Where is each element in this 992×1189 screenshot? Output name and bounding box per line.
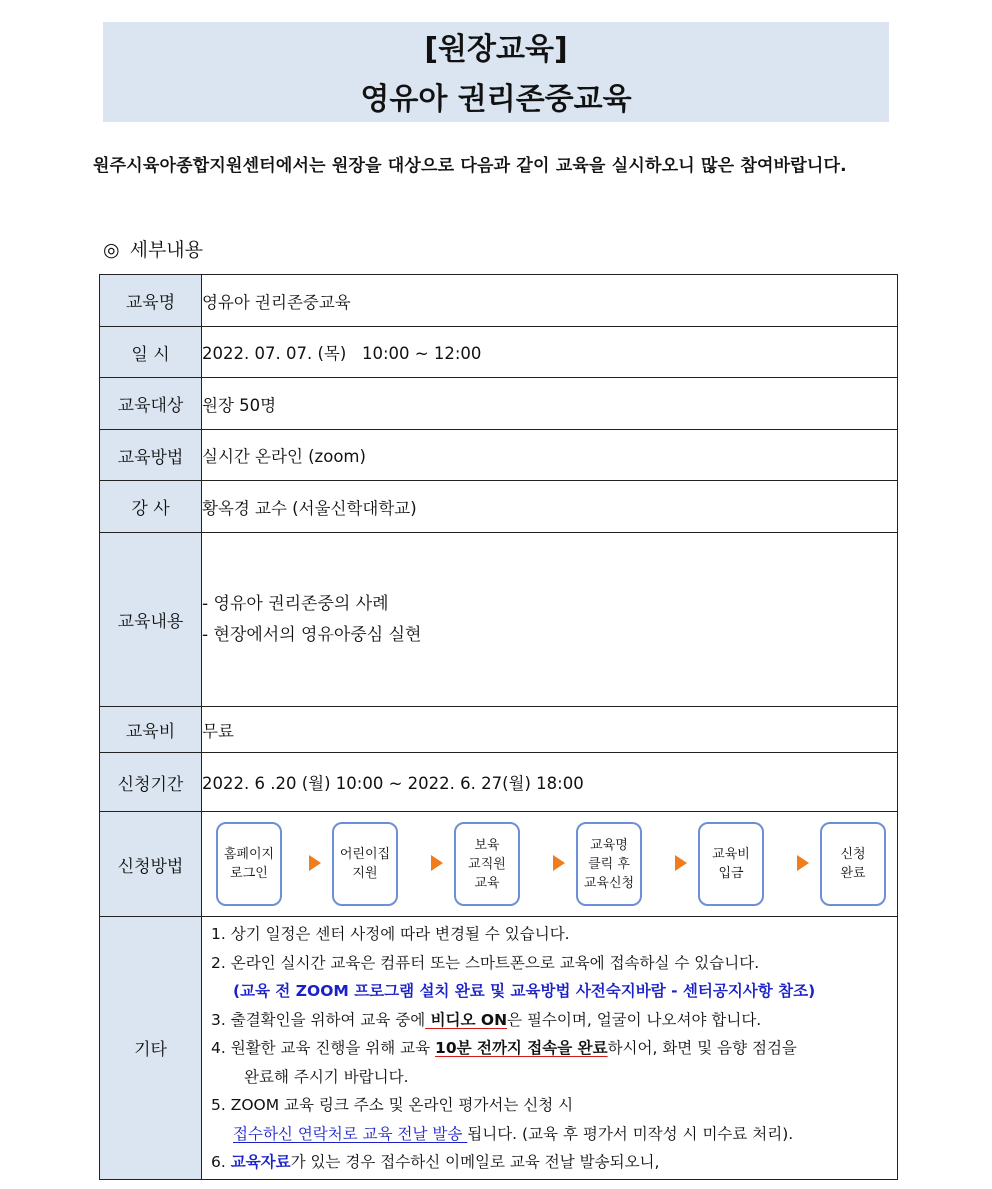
label-etc: 기타	[100, 917, 202, 1180]
arrow-right-icon	[431, 855, 443, 871]
value-target: 원장 50명	[202, 378, 898, 430]
arrow-right-icon	[553, 855, 565, 871]
note-5: 5. ZOOM 교육 링크 주소 및 온라인 평가서는 신청 시	[211, 1096, 574, 1114]
value-date: 2022. 07. 07. (목) 10:00 ~ 12:00	[202, 327, 898, 378]
note-4-cont: 완료해 주시기 바랍니다.	[244, 1067, 409, 1086]
table-row	[100, 917, 898, 1180]
note-2-detail: (교육 전 ZOOM 프로그램 설치 완료 및 교육방법 사전숙지바람 - 센터공지사항 참조)	[233, 982, 816, 1000]
step-daycare-support: 어린이집 지원	[332, 822, 398, 906]
value-etc	[202, 917, 898, 1180]
video-on-emphasis: 비디오 ON	[425, 1010, 508, 1029]
arrow-right-icon	[675, 855, 687, 871]
table-row	[100, 378, 898, 430]
value-content	[202, 533, 898, 707]
note-5-cont: 접수하신 연락처로 교육 전날 발송 됩니다. (교육 후 평가서 미작성 시 미수료 처리).	[233, 1124, 794, 1143]
label-date: 일 시	[100, 327, 202, 378]
label-target: 교육대상	[100, 378, 202, 430]
materials-emphasis: 교육자료	[230, 1153, 291, 1171]
note-4: 4. 원활한 교육 진행을 위해 교육 10분 전까지 접속을 완료하시어, 화면 및 음향 점검을	[211, 1039, 797, 1057]
step-click-apply: 교육명 클릭 후 교육신청	[576, 822, 642, 906]
label-apply: 신청방법	[100, 812, 202, 917]
content-line-1: - 영유아 권리존중의 사례	[202, 593, 389, 614]
label-method: 교육방법	[100, 430, 202, 481]
table-row	[100, 430, 898, 481]
label-period: 신청기간	[100, 753, 202, 812]
value-method: 실시간 온라인 (zoom)	[202, 430, 898, 481]
note-6: 6. 교육자료가 있는 경우 접수하신 이메일로 교육 전날 발송되오니,	[211, 1153, 660, 1171]
banner-line-1: [원장교육]	[424, 32, 568, 67]
double-circle-icon: ◎	[103, 239, 120, 261]
banner-line-2: 영유아 권리존중교육	[360, 82, 632, 117]
table-row	[100, 481, 898, 533]
join-early-emphasis: 10분 전까지 접속을 완료	[435, 1039, 608, 1057]
table-row	[100, 275, 898, 327]
value-apply	[202, 812, 898, 917]
content-line-2: - 현장에서의 영유아중심 실현	[202, 624, 422, 645]
intro-text: 원주시육아종합지원센터에서는 원장을 대상으로 다음과 같이 교육을 실시하오니 많은 참여바랍니다.	[93, 156, 847, 176]
step-homepage-login: 홈페이지 로그인	[216, 822, 282, 906]
send-notice-emphasis: 접수하신 연락처로 교육 전날 발송	[233, 1124, 468, 1143]
value-period: 2022. 6 .20 (월) 10:00 ~ 2022. 6. 27(월) 18:00	[202, 753, 898, 812]
table-row	[100, 327, 898, 378]
table-row	[100, 753, 898, 812]
label-name: 교육명	[100, 275, 202, 327]
section-label: 세부내용	[129, 239, 204, 261]
label-content: 교육내용	[100, 533, 202, 707]
title-banner	[103, 22, 889, 122]
value-fee: 무료	[202, 707, 898, 753]
label-lecturer: 강 사	[100, 481, 202, 533]
value-name: 영유아 권리존중교육	[202, 275, 898, 327]
arrow-right-icon	[309, 855, 321, 871]
note-3: 3. 출결확인을 위하여 교육 중에 비디오 ON은 필수이며, 얼굴이 나오셔야 합니다.	[211, 1010, 762, 1029]
table-row	[100, 533, 898, 707]
application-steps	[202, 812, 897, 916]
step-payment: 교육비 입금	[698, 822, 764, 906]
step-complete: 신청 완료	[820, 822, 886, 906]
note-1: 1. 상기 일정은 센터 사정에 따라 변경될 수 있습니다.	[211, 925, 570, 943]
table-row	[100, 707, 898, 753]
value-lecturer: 황옥경 교수 (서울신학대학교)	[202, 481, 898, 533]
step-staff-education: 보육 교직원 교육	[454, 822, 520, 906]
table-row	[100, 812, 898, 917]
details-table	[99, 274, 898, 1180]
arrow-right-icon	[797, 855, 809, 871]
section-heading	[103, 236, 203, 264]
label-fee: 교육비	[100, 707, 202, 753]
note-2: 2. 온라인 실시간 교육은 컴퓨터 또는 스마트폰으로 교육에 접속하실 수 있습니다.	[211, 953, 760, 972]
